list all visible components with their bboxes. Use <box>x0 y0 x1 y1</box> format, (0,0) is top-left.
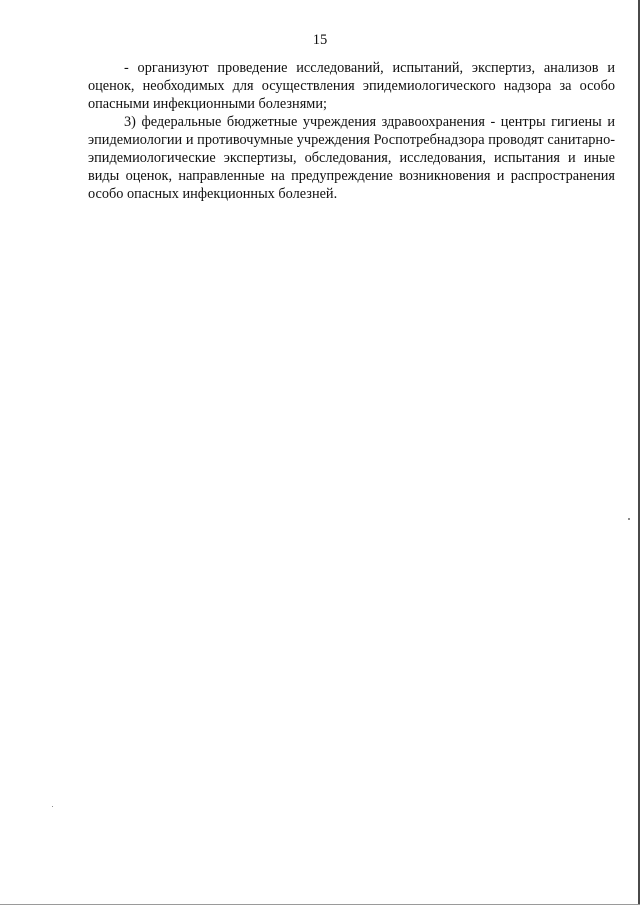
paragraph-research-organization: - организуют проведение исследований, испытаний, экспертиз, анализов и оценок, необходимых для осуществления эпидемиологического надзора за особо опасными инфекционными болезнями; <box>88 60 615 112</box>
paragraph-federal-institutions: 3) федеральные бюджетные учреждения здравоохранения - центры гигиены и эпидемиологии и противочумные учреждения Роспотребнадзора проводят санитарно-эпидемиологические экспертизы, обследования, исследования, испытания и иные виды оценок, направленные на предупреждение возникновения и распространения особо опасных инфекционных болезней. <box>88 114 615 202</box>
page-number: 15 <box>312 32 328 48</box>
document-body <box>88 59 615 203</box>
scan-speck <box>52 806 53 807</box>
scan-speck <box>628 518 630 520</box>
